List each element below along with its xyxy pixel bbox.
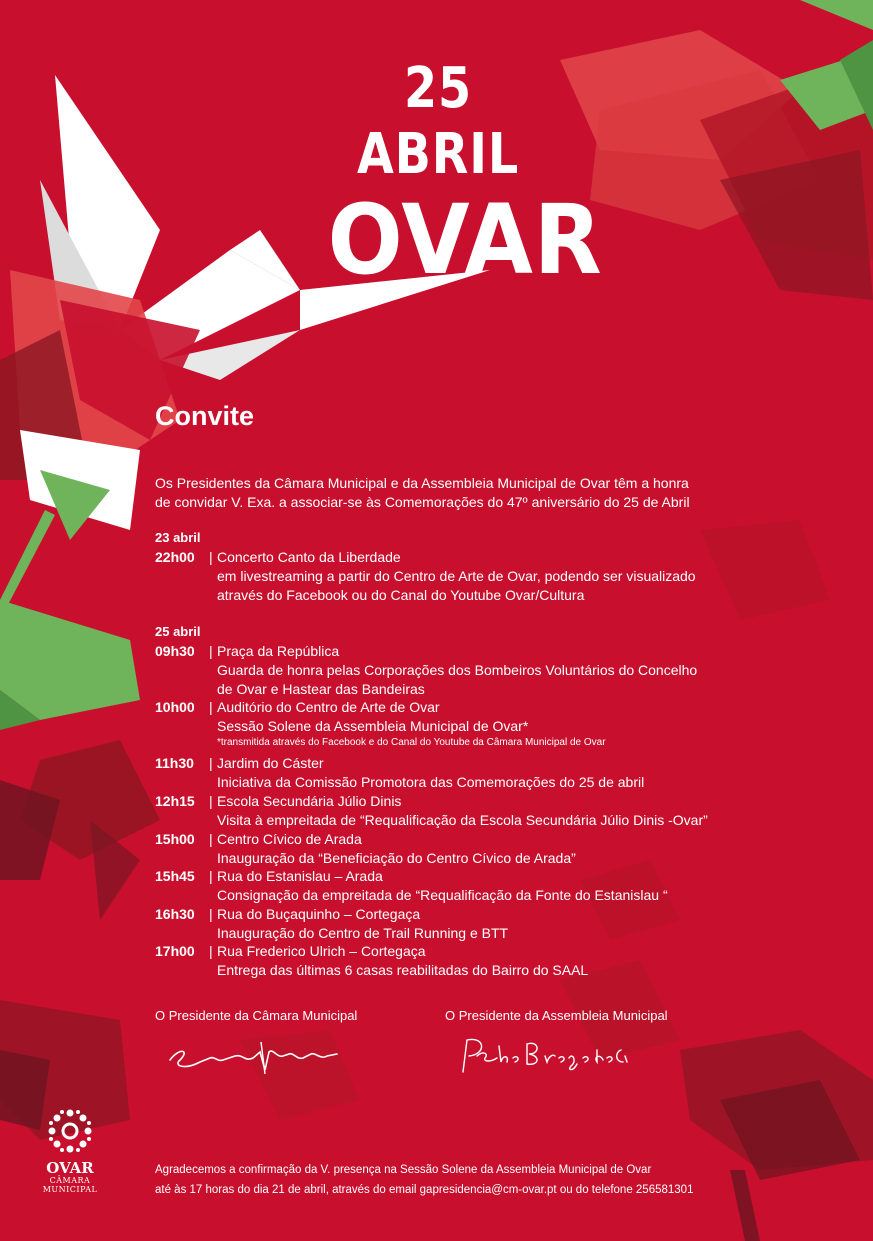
program-event [155, 867, 815, 905]
event-place: Rua do Estanislau – Arada [217, 868, 383, 884]
logo-subtitle: CÂMARA [49, 1176, 91, 1185]
event-description: Iniciativa da Comissão Promotora das Comemorações do 25 de abril [217, 773, 645, 790]
event-place: Rua do Buçaquinho – Cortegaça [217, 906, 421, 922]
footer-line: até às 17 horas do dia 21 de abril, através do email gapresidencia@cm-ovar.pt ou do telefone 256581301 [155, 1184, 694, 1196]
program-event [155, 698, 815, 750]
event-description: Consignação da empreitada de “Requalificação da Fonte do Estanislau “ [217, 886, 668, 903]
event-place: Escola Secundária Júlio Dinis [217, 793, 402, 809]
title-city: OVAR [327, 184, 603, 296]
event-place: Centro Cívico de Arada [217, 831, 362, 847]
event-separator: | [209, 831, 213, 847]
event-place: Rua Frederico Ulrich – Cortegaça [217, 943, 426, 959]
event-place: Praça da República [217, 643, 340, 659]
assembly-president-handwritten-signature [455, 1032, 635, 1082]
event-separator: | [209, 549, 213, 565]
event-description: em livestreaming a partir do Centro de Arte de Ovar, podendo ser visualizado [217, 567, 696, 584]
flower-emblem-icon [47, 1108, 93, 1154]
event-description: Inauguração da “Beneficiação do Centro Cívico de Arada” [217, 849, 576, 866]
intro-line: de convidar V. Exa. a associar-se às Comemorações do 47º aniversário do 25 de Abril [155, 494, 690, 510]
event-separator: | [209, 793, 213, 809]
event-time: 11h30 [155, 755, 194, 771]
logo-name: OVAR [46, 1159, 94, 1177]
event-time: 15h00 [155, 831, 195, 847]
event-description: através do Facebook ou do Canal do Youtube Ovar/Cultura [217, 586, 585, 603]
event-time: 22h00 [155, 549, 195, 565]
event-separator: | [209, 755, 213, 771]
event-time: 12h15 [155, 793, 195, 809]
program-event [155, 792, 815, 830]
program-event [155, 754, 815, 792]
event-description: Entrega das últimas 6 casas reabilitadas do Bairro do SAAL [217, 961, 589, 978]
event-time: 09h30 [155, 643, 195, 659]
event-description: de Ovar e Hastear das Bandeiras [217, 680, 425, 697]
invitation-heading: Convite [155, 401, 255, 431]
event-place: Auditório do Centro de Arte de Ovar [217, 699, 440, 715]
event-time: 10h00 [155, 699, 195, 715]
program-event [155, 642, 815, 698]
footer-line: Agradecemos a confirmação da V. presença na Sessão Solene da Assembleia Municipal de Ovar [155, 1164, 652, 1176]
event-description: Visita à empreitada de “Requalificação da Escola Secundária Júlio Dinis -Ovar” [217, 811, 708, 828]
event-time: 15h45 [155, 868, 195, 884]
poster-title [318, 56, 603, 296]
event-note: *transmitida através do Facebook e do Canal do Youtube da Câmara Municipal de Ovar [217, 736, 606, 748]
mayor-handwritten-signature [165, 1032, 345, 1082]
intro-line: Os Presidentes da Câmara Municipal e da Assembleia Municipal de Ovar têm a honra [155, 475, 689, 491]
logo-subtitle: MUNICIPAL [42, 1185, 98, 1194]
ovar-municipality-logo [40, 1108, 100, 1194]
day-label: 25 abril [155, 624, 201, 639]
event-separator: | [209, 868, 213, 884]
event-time: 16h30 [155, 906, 195, 922]
event-description: Sessão Solene da Assembleia Municipal de Ovar* [217, 717, 529, 734]
day-label: 23 abril [155, 530, 201, 545]
event-separator: | [209, 699, 213, 715]
rsvp-footer [155, 1160, 795, 1200]
event-description: Inauguração do Centro de Trail Running e BTT [217, 924, 509, 941]
event-place: Concerto Canto da Liberdade [217, 549, 401, 565]
title-date: 25 ABRIL [356, 56, 520, 187]
event-description: Guarda de honra pelas Corporações dos Bombeiros Voluntários do Concelho [217, 661, 698, 678]
event-separator: | [209, 943, 213, 959]
program-event [155, 942, 815, 980]
event-place: Jardim do Cáster [217, 755, 324, 771]
event-time: 17h00 [155, 943, 195, 959]
program-event [155, 548, 815, 604]
assembly-president-signature-label: O Presidente da Assembleia Municipal [445, 1008, 668, 1023]
mayor-signature-label: O Presidente da Câmara Municipal [155, 1008, 358, 1023]
program-event [155, 905, 815, 943]
program-event [155, 830, 815, 868]
event-separator: | [209, 906, 213, 922]
invitation-intro [155, 474, 795, 512]
event-separator: | [209, 643, 213, 659]
